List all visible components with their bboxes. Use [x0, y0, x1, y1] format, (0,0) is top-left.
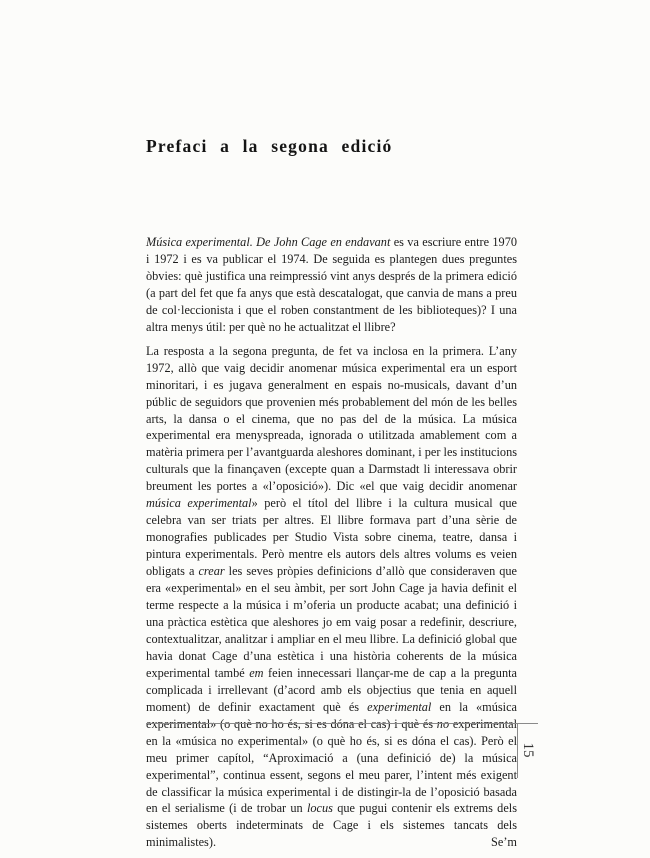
italic-run: Música experimental. De John Cage en endavant: [146, 235, 391, 249]
page-number: 15: [520, 742, 536, 758]
paragraph-2: [146, 343, 517, 852]
body-text: [146, 234, 517, 858]
italic-run: em: [249, 665, 264, 680]
text-run: que pugui contenir els extrems dels sistemes oberts indeterminats de Cage i els sistemes tancats dels minimalistes). Se’m: [146, 801, 517, 850]
text-run: » però el títol del llibre i la cultura musical que celebra van ser triats per altres. El llibre formava part d’una sèrie de monografies publicades per Studio Vista sobre cinema, teatre, dansa i pintura experimentals. Però mentre els autors dels altres volums es veien obligats a: [146, 496, 518, 579]
italic-run: música experimental: [146, 496, 252, 511]
text-run: es va escriure entre 1970 i 1972 i es va publicar el 1974. De seguida es plantegen dues preguntes òbvies: què justifica una reimpressió vint anys després de la primera edició (a part del fet que fa anys que està descatalogat, que canvia de mans a preu de col·leccionista i que el roben constantment de les biblioteques)? I una altra menys útil: per què no he actualitzat el llibre?: [146, 235, 517, 334]
text-run: experimental en la «música no experimental» (o què ho és, si es dóna el cas). Però el meu primer capítol, “Aproximació a (una definició de) la música experimental”, continua essent, segons el meu parer, l’intent més exigent de classificar la música experimental i de distingir-la de l’oposició basada en el serialisme (i de trobar un: [146, 716, 518, 816]
text-run: La resposta a la segona pregunta, de fet va inclosa en la primera. L’any 1972, allò que vaig decidir anomenar música experimental era un esport minoritari, i es jugava generalment en espais no-musicals, davant d’un públic de seguidors que provenien més probablement del món de les belles arts, la dansa o el cinema, que no pas del de la música. La música experimental era menyspreada, ignorada o utilitzada amablement com a matèria primera per l’avantguarda aleshores dominant, i per les institucions culturals que la finançaven (excepte quan a Darmstadt li interessava obrir breument les portes a «l’oposició»). Dic «el que vaig decidir anomenar: [146, 343, 517, 494]
text-run: les seves pròpies definicions d’allò que consideraven que era «experimental» en el seu àmbit, per sort John Cage ja havia definit el terme respecte a la música i m’oferia un producte acabat; una definició i una pràctica estètica que aleshores jo em vaig posar a redefinir, descriure, contextualitzar, analitzar i ampliar en el meu llibre. La definició global que havia donat Cage d’una estètica i una història coherents de la música experimental també: [146, 564, 518, 680]
italic-run: no: [436, 716, 450, 731]
italic-run: locus: [306, 801, 333, 816]
italic-run: experimental: [367, 699, 432, 714]
italic-run: crear: [198, 564, 225, 579]
paragraph-1: [146, 234, 517, 336]
footer-rule-horizontal: [146, 723, 538, 724]
text-run: feien innecessari llançar-me de cap a la pregunta complicada i irrellevant (d’acord amb els objectius que tenia en aquell moment) de definir exactament què és: [146, 665, 517, 714]
text-run: en la «música experimental» (o què no ho és, si es dóna el cas) i què és: [146, 699, 517, 731]
page-title: Prefaci a la segona edició: [146, 136, 393, 156]
